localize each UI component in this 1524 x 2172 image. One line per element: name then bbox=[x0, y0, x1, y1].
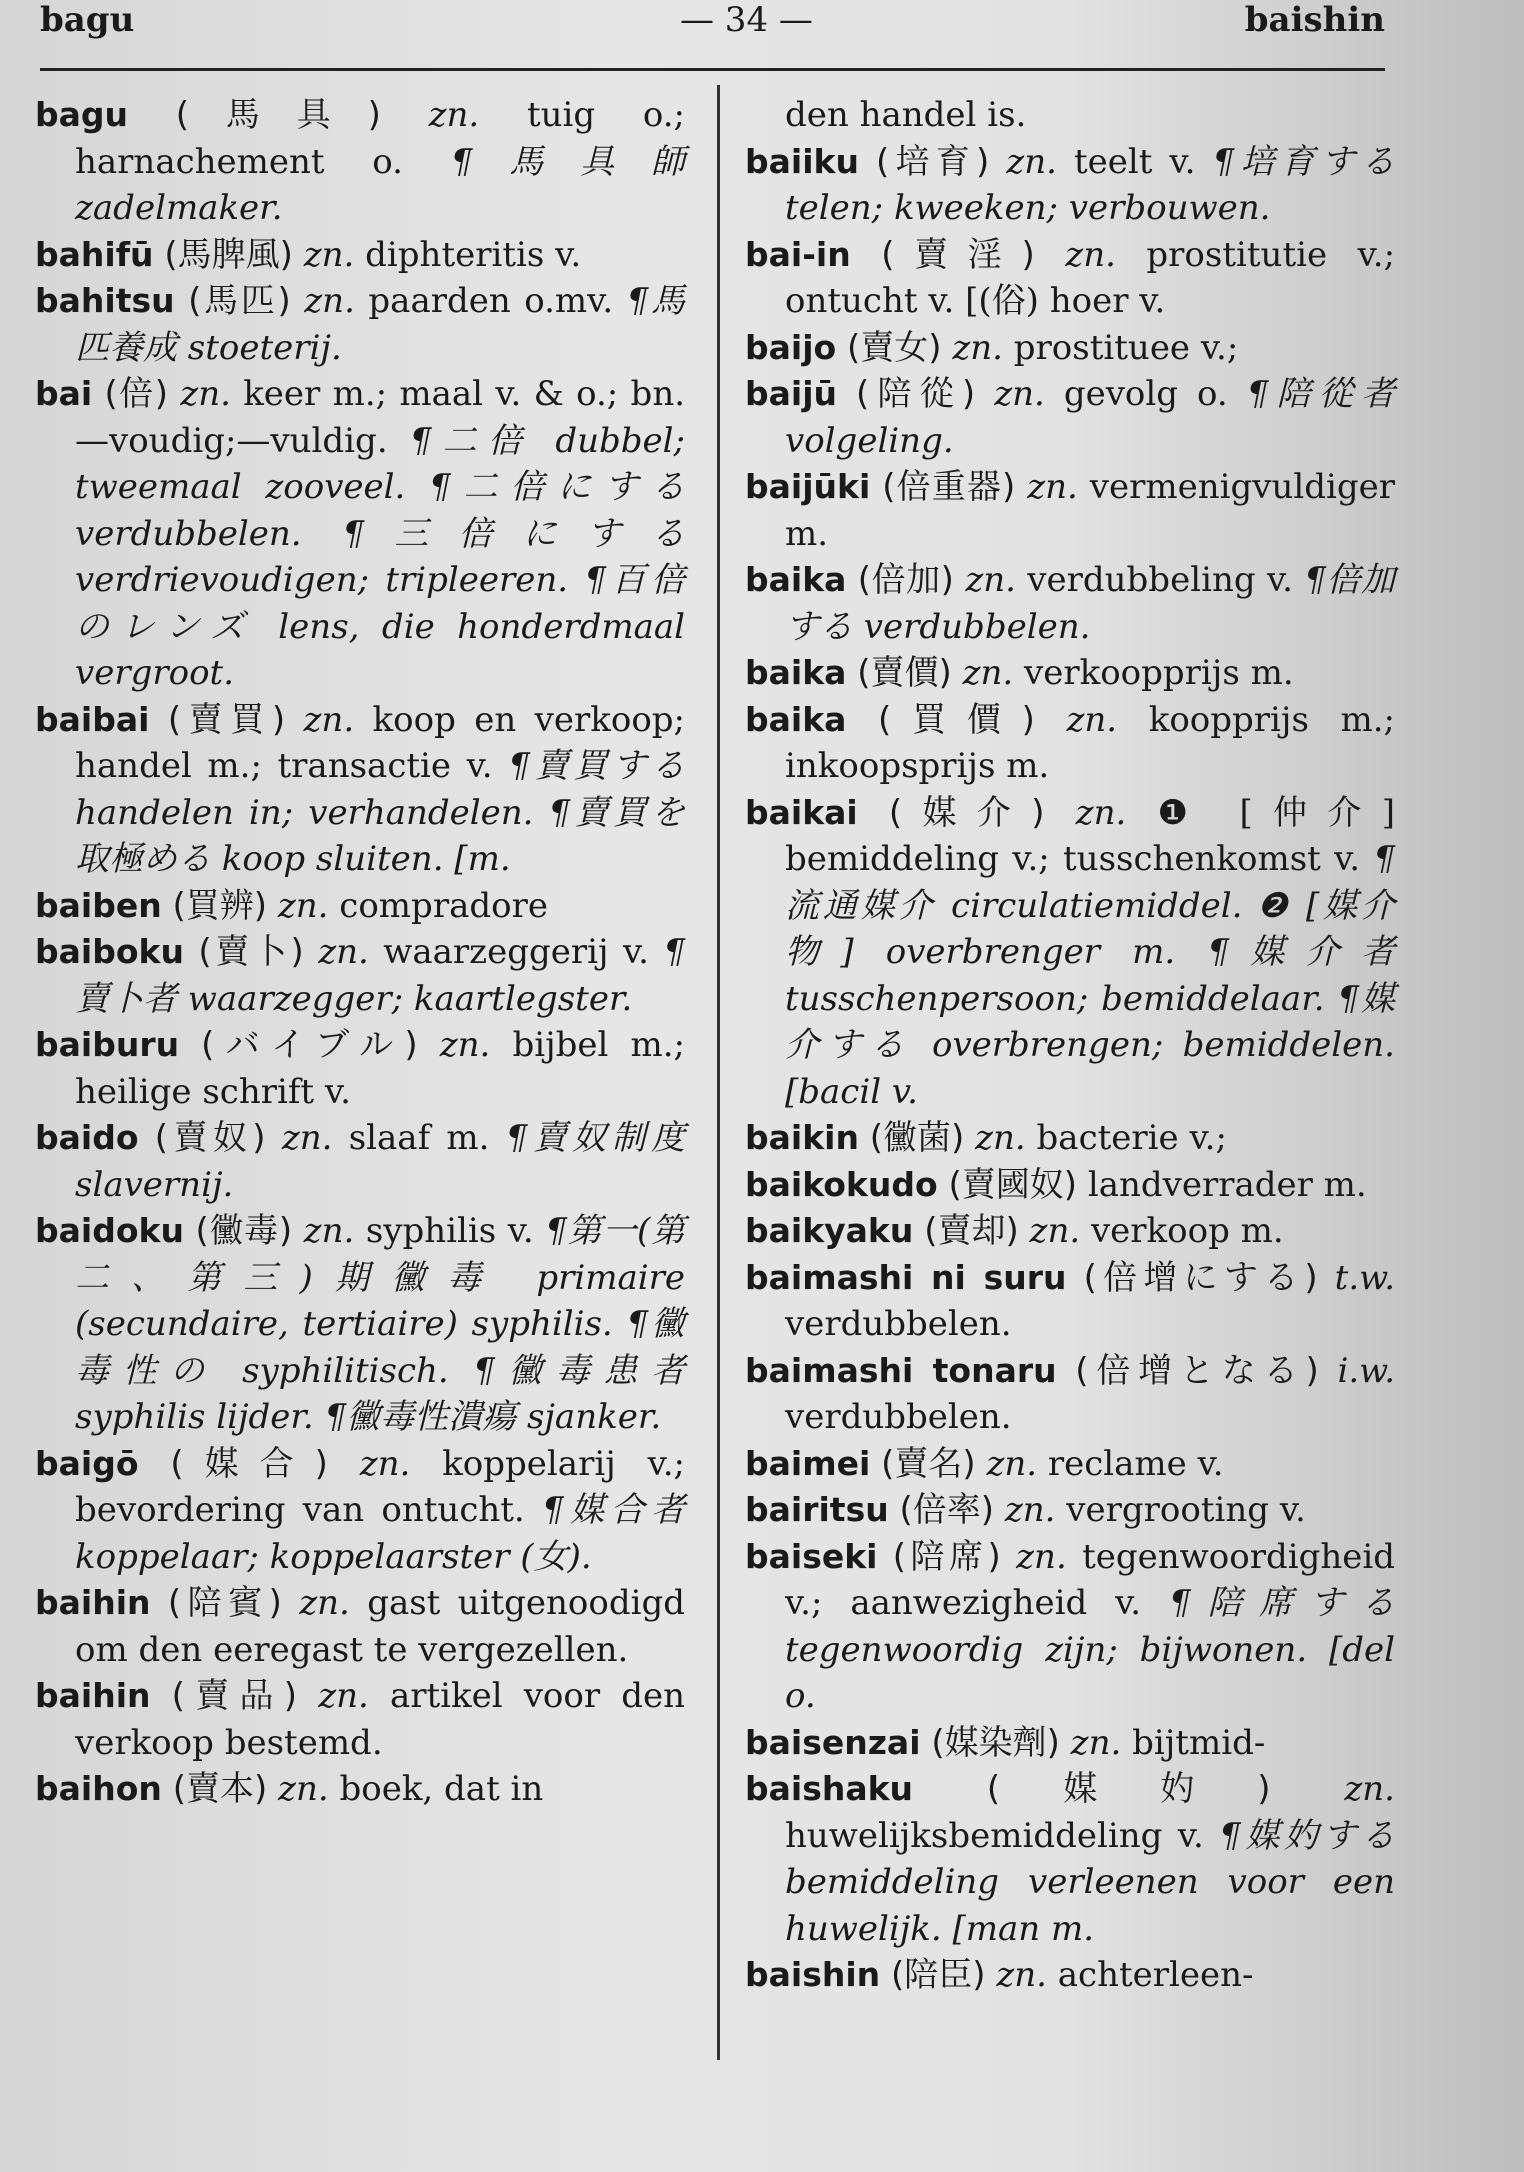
dictionary-entry bbox=[745, 1115, 1395, 1162]
kanji-form: (賣價) bbox=[857, 653, 952, 693]
example-phrases: ¶二倍 dubbel; tweemaal zooveel. ¶二倍にする verdubbelen. ¶三倍にする verdrievoudigen; tripleeren. ¶百倍のレンズ lens, die honderdmaal vergroot. bbox=[75, 420, 685, 693]
kanji-form: (媒染劑) bbox=[931, 1722, 1060, 1763]
definition: vermenigvuldiger m. bbox=[785, 467, 1395, 554]
kanji-form: (賣奴) bbox=[154, 1118, 266, 1158]
headword: baijū bbox=[745, 374, 838, 413]
headword: baiburu bbox=[35, 1025, 180, 1064]
headword: baido bbox=[35, 1118, 139, 1157]
dictionary-entry bbox=[745, 92, 1395, 139]
page-number: — 34 — bbox=[680, 0, 813, 40]
kanji-form: (倍率) bbox=[899, 1490, 995, 1530]
kanji-form: (馬脾風) bbox=[164, 234, 293, 275]
dictionary-entry bbox=[745, 697, 1395, 790]
right-column bbox=[745, 92, 1395, 1999]
part-of-speech: zn. bbox=[299, 1583, 350, 1623]
definition: prostitutie v.; ontucht v. [(俗) hoer v. bbox=[785, 234, 1396, 321]
headword: baiseki bbox=[745, 1536, 878, 1576]
kanji-form: (バイブル) bbox=[201, 1025, 418, 1065]
definition: gevolg o. bbox=[1063, 374, 1228, 414]
kanji-form: (倍重器) bbox=[882, 467, 1016, 507]
kanji-form: (賣名) bbox=[881, 1443, 976, 1484]
dictionary-entry bbox=[35, 232, 685, 279]
dictionary-entry bbox=[35, 1115, 685, 1208]
dictionary-entry bbox=[35, 1580, 685, 1673]
dictionary-entry bbox=[35, 1441, 685, 1581]
headword: baika bbox=[745, 560, 847, 599]
part-of-speech: t.w. bbox=[1334, 1257, 1396, 1298]
headword: baijo bbox=[745, 327, 837, 367]
part-of-speech: zn. bbox=[303, 234, 355, 275]
headword: bairitsu bbox=[745, 1490, 889, 1529]
example-phrases: ¶馬具師 zadelmaker. bbox=[75, 141, 686, 228]
headword: bai bbox=[35, 374, 93, 413]
headword: bahifū bbox=[35, 234, 154, 274]
kanji-form: (賣本) bbox=[172, 1769, 268, 1809]
part-of-speech: zn. bbox=[1029, 1211, 1081, 1251]
headword: baishin bbox=[745, 1955, 881, 1994]
definition: ❶ [仲介] bemiddeling v.; tusschenkomst v. bbox=[785, 792, 1396, 879]
definition: huwelijksbemiddeling v. bbox=[785, 1815, 1204, 1856]
definition: koopprijs m.; inkoopsprijs m. bbox=[785, 699, 1396, 786]
kanji-form: (賣品) bbox=[171, 1676, 298, 1716]
column-divider bbox=[717, 85, 720, 2060]
dictionary-entry bbox=[35, 1766, 685, 1813]
dictionary-entry bbox=[745, 1162, 1395, 1209]
headword: baisenzai bbox=[745, 1722, 921, 1762]
kanji-form: (倍) bbox=[104, 374, 168, 414]
definition: paarden o.mv. bbox=[368, 281, 614, 321]
dictionary-entry bbox=[745, 650, 1395, 697]
headword: baimashi tonaru bbox=[745, 1350, 1057, 1390]
definition: compradore bbox=[339, 885, 548, 926]
header-last-word: baishin bbox=[1244, 0, 1385, 40]
kanji-form: (媒介) bbox=[888, 792, 1045, 833]
headword: baibai bbox=[35, 699, 150, 739]
headword: baishaku bbox=[745, 1769, 914, 1808]
definition: den handel is. bbox=[785, 95, 1027, 135]
part-of-speech: zn. bbox=[1066, 699, 1118, 740]
headword: bai-in bbox=[745, 234, 851, 274]
part-of-speech: zn. bbox=[439, 1025, 491, 1065]
headword: baika bbox=[745, 699, 847, 739]
part-of-speech: zn. bbox=[994, 374, 1045, 414]
dictionary-entry bbox=[35, 929, 685, 1022]
headword: baihin bbox=[35, 1676, 151, 1715]
kanji-form: (陪賓) bbox=[167, 1583, 282, 1623]
definition: prostituee v.; bbox=[1013, 327, 1239, 368]
kanji-form: (賣買) bbox=[167, 699, 286, 740]
dictionary-entry bbox=[745, 1720, 1395, 1767]
dictionary-entry bbox=[745, 1441, 1395, 1488]
headword: baiboku bbox=[35, 932, 184, 971]
definition: landverrader m. bbox=[1087, 1164, 1367, 1205]
headword: baijūki bbox=[745, 467, 871, 506]
part-of-speech: zn. bbox=[986, 1443, 1038, 1484]
part-of-speech: zn. bbox=[318, 1676, 369, 1716]
example-phrases: ¶培育する telen; kweeken; verbouwen. bbox=[785, 141, 1396, 228]
dictionary-entry bbox=[35, 883, 685, 930]
kanji-form: (媒合) bbox=[170, 1443, 328, 1484]
dictionary-entry bbox=[745, 1255, 1395, 1348]
headword: baimei bbox=[745, 1443, 871, 1483]
dictionary-entry bbox=[745, 1766, 1395, 1952]
headword: baikokudo bbox=[745, 1164, 938, 1204]
headword: baikin bbox=[745, 1118, 859, 1157]
part-of-speech: zn. bbox=[996, 1955, 1047, 1995]
dictionary-entry bbox=[35, 1208, 685, 1441]
definition: tuig o.; harnachement o. bbox=[75, 95, 685, 182]
kanji-form: (買價) bbox=[878, 699, 1035, 740]
headword: baidoku bbox=[35, 1211, 184, 1250]
definition: syphilis v. bbox=[365, 1211, 534, 1251]
definition: keer m.; maal v. & o.; bn.—voudig;—vuldig. bbox=[75, 374, 686, 461]
dictionary-entry bbox=[745, 325, 1395, 372]
part-of-speech: zn. bbox=[975, 1118, 1026, 1158]
dictionary-entry bbox=[745, 1534, 1395, 1720]
kanji-form: (陪從) bbox=[856, 374, 976, 414]
example-phrases: ¶馬匹養成 stoeterij. bbox=[75, 281, 686, 368]
definition: vergrooting v. bbox=[1066, 1490, 1306, 1530]
kanji-form: (賣國奴) bbox=[948, 1164, 1078, 1205]
part-of-speech: zn. bbox=[303, 699, 355, 740]
part-of-speech: zn. bbox=[965, 560, 1016, 600]
example-phrases: ¶流通媒介 circulatiemiddel. ❷ [媒介物] overbrenger m. ¶媒介者 tusschenpersoon; bemiddelaar. ¶媒介する overbrengen; bemiddelen. [bacil v. bbox=[785, 839, 1395, 1112]
headword: bagu bbox=[35, 95, 129, 134]
part-of-speech: zn. bbox=[277, 885, 329, 926]
part-of-speech: zn. bbox=[1004, 1490, 1056, 1530]
definition: verkoopprijs m. bbox=[1024, 653, 1294, 693]
headword: baika bbox=[745, 653, 847, 692]
headword: baihon bbox=[35, 1769, 162, 1808]
part-of-speech: zn. bbox=[180, 374, 231, 414]
kanji-form: (倍加) bbox=[857, 560, 954, 600]
kanji-form: (賣女) bbox=[847, 327, 942, 368]
kanji-form: (黴菌) bbox=[869, 1118, 965, 1158]
example-phrases: ¶賣買する handelen in; verhandelen. ¶賣買を取極める koop sluiten. [m. bbox=[75, 746, 685, 879]
part-of-speech: zn. bbox=[962, 653, 1014, 693]
example-phrases: ¶陪席する tegenwoordig zijn; bijwonen. [del o. bbox=[785, 1583, 1395, 1716]
dictionary-entry bbox=[745, 1952, 1395, 1999]
dictionary-entry bbox=[745, 790, 1395, 1116]
definition: koppelarij v.; bevordering van ontucht. bbox=[75, 1443, 686, 1530]
definition: tegenwoordigheid v.; aanwezigheid v. bbox=[785, 1536, 1396, 1623]
example-phrases: ¶媒妁する bemiddeling verleenen voor een huwelijk. [man m. bbox=[785, 1815, 1395, 1949]
definition: slaaf m. bbox=[348, 1118, 490, 1158]
example-phrases: ¶第一(第二、第三)期黴毒 primaire (secundaire, tertiaire) syphilis. ¶黴毒性の syphilitisch. ¶黴毒患者 syphilis lijder. ¶黴毒性潰瘍 sjanker. bbox=[75, 1211, 686, 1437]
headword: baiiku bbox=[745, 141, 859, 181]
kanji-form: (買辨) bbox=[172, 885, 268, 926]
headword: baimashi ni suru bbox=[745, 1257, 1067, 1297]
kanji-form: (賣卜) bbox=[198, 932, 304, 972]
definition: reclame v. bbox=[1047, 1443, 1224, 1484]
definition: bijtmid- bbox=[1132, 1722, 1266, 1763]
definition: teelt v. bbox=[1073, 141, 1196, 182]
part-of-speech: zn. bbox=[1027, 467, 1078, 507]
kanji-form: (陪臣) bbox=[890, 1955, 986, 1995]
dictionary-entry bbox=[35, 1673, 685, 1766]
page-header bbox=[40, 0, 1385, 60]
kanji-form: (賣淫) bbox=[881, 234, 1035, 275]
definition: bijbel m.; heilige schrift v. bbox=[75, 1025, 685, 1112]
example-phrases: ¶賣卜者 waarzegger; kaartlegster. bbox=[75, 932, 686, 1019]
dictionary-entry bbox=[745, 1348, 1395, 1441]
kanji-form: (黴毒) bbox=[195, 1211, 293, 1251]
definition: waarzeggerij v. bbox=[383, 932, 649, 972]
kanji-form: (倍增にする) bbox=[1083, 1257, 1318, 1298]
part-of-speech: zn. bbox=[278, 1769, 329, 1809]
definition: achterleen- bbox=[1057, 1955, 1254, 1995]
part-of-speech: zn. bbox=[952, 327, 1003, 368]
left-column bbox=[35, 92, 685, 1813]
kanji-form: (馬匹) bbox=[188, 281, 291, 321]
definition: verdubbeling v. bbox=[1027, 560, 1293, 600]
definition: verkoop m. bbox=[1090, 1211, 1284, 1251]
definition: verdubbelen. bbox=[785, 1304, 1012, 1344]
part-of-speech: zn. bbox=[1065, 234, 1116, 275]
example-phrases: ¶賣奴制度 slavernij. bbox=[75, 1118, 686, 1205]
part-of-speech: zn. bbox=[303, 1211, 355, 1251]
header-rule bbox=[40, 68, 1385, 71]
headword: baiben bbox=[35, 885, 162, 925]
part-of-speech: zn. bbox=[318, 932, 369, 972]
kanji-form: (馬具) bbox=[175, 95, 381, 135]
dictionary-entry bbox=[35, 278, 685, 371]
headword: baikyaku bbox=[745, 1211, 914, 1250]
part-of-speech: zn. bbox=[1006, 141, 1057, 182]
example-phrases: ¶倍加する verdubbelen. bbox=[785, 560, 1396, 647]
dictionary-entry bbox=[745, 464, 1395, 557]
dictionary-entry bbox=[35, 1022, 685, 1115]
part-of-speech: zn. bbox=[281, 1118, 333, 1158]
headword: bahitsu bbox=[35, 281, 175, 320]
definition: boek, dat in bbox=[339, 1769, 544, 1809]
dictionary-entry bbox=[745, 371, 1395, 464]
dictionary-entry bbox=[745, 557, 1395, 650]
kanji-form: (陪席) bbox=[892, 1536, 1001, 1577]
definition: artikel voor den verkoop bestemd. bbox=[75, 1676, 686, 1763]
example-phrases: ¶陪從者 volgeling. bbox=[785, 374, 1395, 461]
part-of-speech: zn. bbox=[304, 281, 355, 321]
part-of-speech: zn. bbox=[1016, 1536, 1067, 1577]
kanji-form: (媒妁) bbox=[986, 1769, 1271, 1809]
header-first-word: bagu bbox=[40, 0, 135, 40]
headword: baigō bbox=[35, 1443, 139, 1483]
part-of-speech: zn. bbox=[1075, 792, 1127, 833]
part-of-speech: zn. bbox=[1070, 1722, 1122, 1763]
dictionary-entry bbox=[35, 371, 685, 697]
definition: gast uitgenoodigd om den eeregast te vergezellen. bbox=[75, 1583, 686, 1670]
definition: koop en verkoop; handel m.; transactie v. bbox=[75, 699, 686, 786]
headword: baihin bbox=[35, 1583, 151, 1622]
dictionary-entry bbox=[745, 139, 1395, 232]
part-of-speech: zn. bbox=[1344, 1769, 1395, 1809]
part-of-speech: zn. bbox=[428, 95, 480, 135]
part-of-speech: zn. bbox=[359, 1443, 411, 1484]
dictionary-entry bbox=[35, 92, 685, 232]
kanji-form: (倍增となる) bbox=[1075, 1350, 1319, 1391]
dictionary-entry bbox=[745, 232, 1395, 325]
example-phrases: ¶媒合者 koppelaar; koppelaarster (女). bbox=[75, 1490, 685, 1577]
kanji-form: (培育) bbox=[876, 141, 990, 182]
headword: baikai bbox=[745, 792, 858, 832]
definition: verdubbelen. bbox=[785, 1397, 1012, 1437]
dictionary-entry bbox=[745, 1487, 1395, 1534]
dictionary-entry bbox=[745, 1208, 1395, 1255]
definition: diphteritis v. bbox=[365, 234, 582, 275]
part-of-speech: i.w. bbox=[1337, 1350, 1396, 1391]
kanji-form: (賣却) bbox=[924, 1211, 1019, 1251]
dictionary-entry bbox=[35, 697, 685, 883]
definition: bacterie v.; bbox=[1036, 1118, 1227, 1158]
